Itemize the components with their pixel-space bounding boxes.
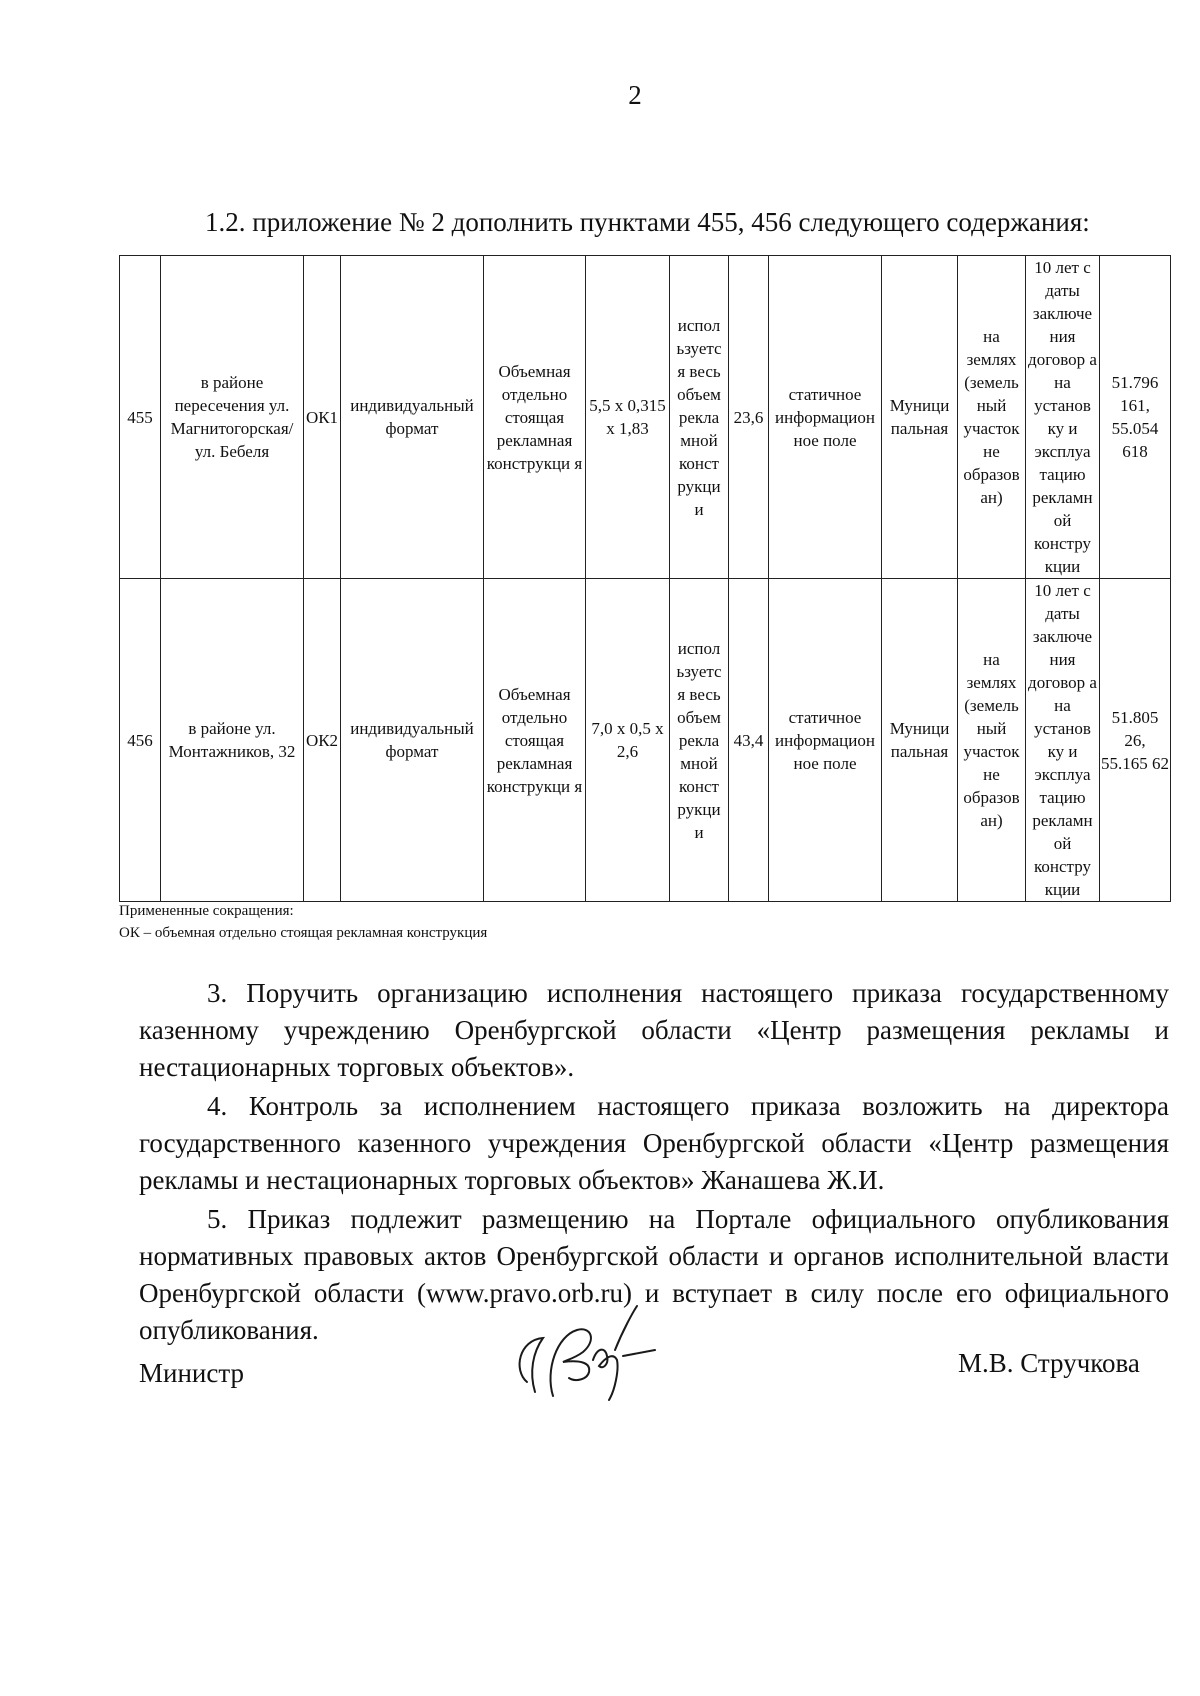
order-body	[139, 975, 1169, 1351]
format-cell: индивидуальный формат	[341, 256, 484, 579]
usage-cell: испол ьзуетс я весь объем рекла мной конст рукци и	[670, 256, 729, 579]
area-cell: 43,4	[729, 579, 769, 902]
signatory-name: М.В. Стручкова	[958, 1348, 1140, 1378]
construction-type-cell: Объемная отдельно стоящая рекламная конструкци я	[484, 256, 586, 579]
term-cell: 10 лет с даты заключе ния договор а на установ ку и эксплуа тацию рекламн ой констру кции	[1026, 579, 1100, 902]
land-cell: на землях (земель ный участок не образов ан)	[958, 579, 1026, 902]
paragraph-4: 4. Контроль за исполнением настоящего приказа возложить на директора государственного казенного учреждения Оренбургской области «Центр размещения рекламы и нестационарных торговых объектов» Жанашева Ж.И.	[139, 1091, 1169, 1195]
address-cell: в районе ул. Монтажников, 32	[161, 579, 304, 902]
info-field-cell: статичное информацион ное поле	[769, 256, 882, 579]
info-field-cell: статичное информацион ное поле	[769, 579, 882, 902]
row-number-cell: 456	[120, 579, 161, 902]
coordinates-cell: 51.805 26, 55.165 62	[1100, 579, 1171, 902]
row-number-cell: 455	[120, 256, 161, 579]
abbreviation-line: ОК – объемная отдельно стоящая рекламная конструкция	[119, 925, 488, 941]
usage-cell: испол ьзуетс я весь объем рекла мной конст рукци и	[670, 579, 729, 902]
amendment-intro: 1.2. приложение № 2 дополнить пунктами 455, 456 следующего содержания:	[205, 207, 1090, 237]
advertising-objects-table	[119, 255, 1171, 902]
abbreviations-heading: Примененные сокращения:	[119, 903, 294, 919]
format-cell: индивидуальный формат	[341, 579, 484, 902]
table-row	[120, 579, 1171, 902]
paragraph-3: 3. Поручить организацию исполнения настоящего приказа государственному казенному учреждению Оренбургской области «Центр размещения рекламы и нестационарных торговых объектов».	[139, 978, 1169, 1082]
size-cell: 7,0 х 0,5 х 2,6	[586, 579, 670, 902]
coordinates-cell: 51.796 161, 55.054 618	[1100, 256, 1171, 579]
area-cell: 23,6	[729, 256, 769, 579]
page-number: 2	[628, 80, 642, 110]
signatory-title: Министр	[139, 1358, 244, 1388]
size-cell: 5,5 х 0,315 х 1,83	[586, 256, 670, 579]
table-row	[120, 256, 1171, 579]
land-cell: на землях (земель ный участок не образов ан)	[958, 256, 1026, 579]
code-cell: ОК1	[304, 256, 341, 579]
construction-type-cell: Объемная отдельно стоящая рекламная конструкци я	[484, 579, 586, 902]
term-cell: 10 лет с даты заключе ния договор а на установ ку и эксплуа тацию рекламн ой констру кции	[1026, 256, 1100, 579]
address-cell: в районе пересечения ул. Магнитогорская/ ул. Бебеля	[161, 256, 304, 579]
ownership-cell: Муници пальная	[882, 579, 958, 902]
handwritten-signature	[505, 1300, 665, 1410]
abbreviations-note	[119, 900, 487, 944]
code-cell: ОК2	[304, 579, 341, 902]
paragraph-5: 5. Приказ подлежит размещению на Портале официального опубликования нормативных правовых актов Оренбургской области и органов исполнительной власти Оренбургской области (www.pravo.orb.ru) и вступает в силу после его официального опубликования.	[139, 1204, 1169, 1345]
ownership-cell: Муници пальная	[882, 256, 958, 579]
